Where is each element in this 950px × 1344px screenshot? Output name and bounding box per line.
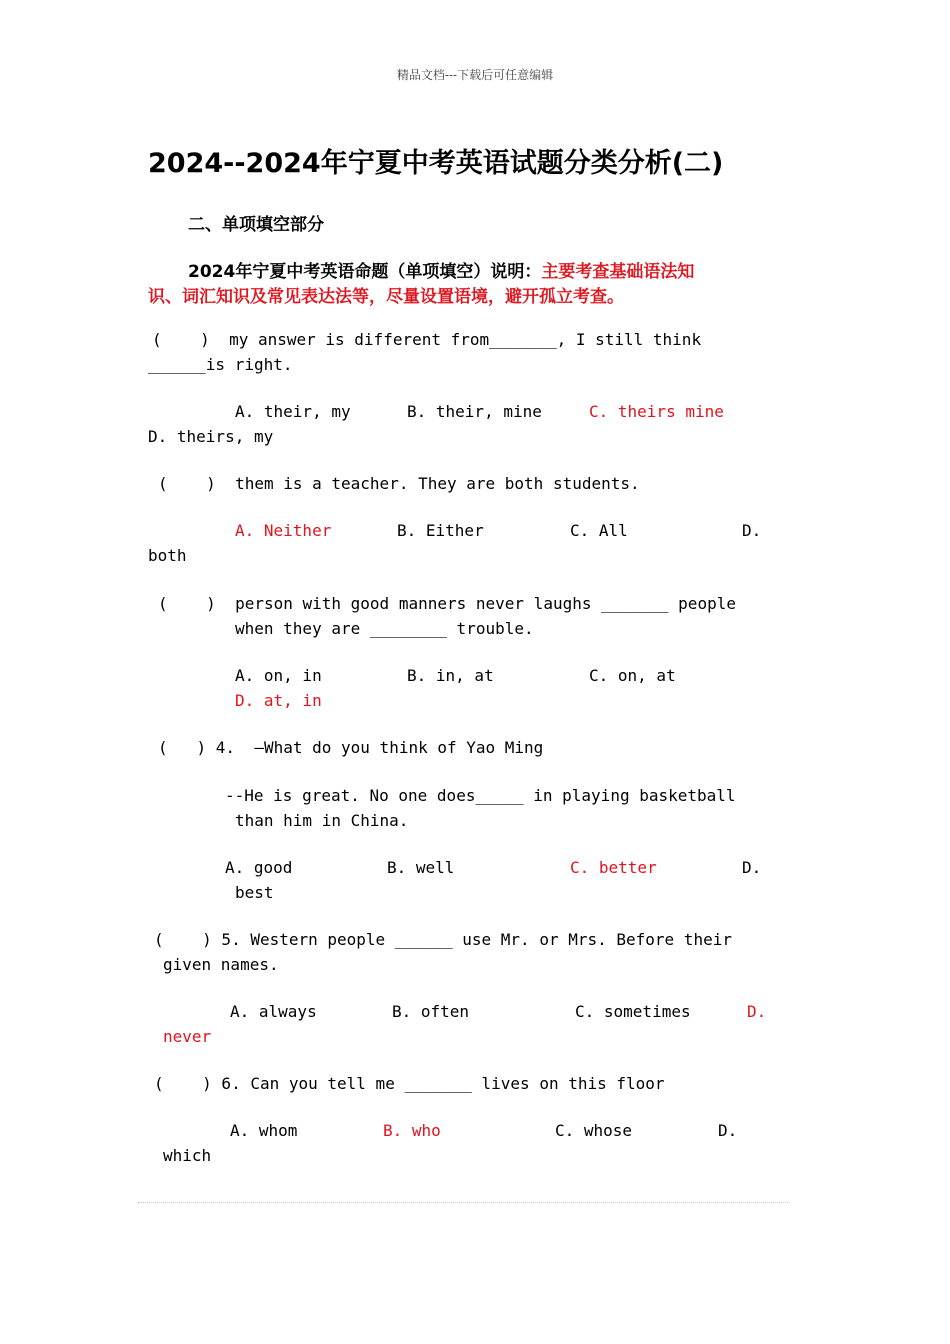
q3-option-a: A. on, in — [235, 666, 322, 685]
q6-option-d-text: which — [163, 1146, 212, 1165]
intro-lead: 2024年宁夏中考英语命题（单项填空）说明： — [188, 262, 542, 282]
q6-option-b: B. who — [383, 1121, 441, 1140]
intro-line-2: 识、词汇知识及常见表达法等，尽量设置语境，避开孤立考查。 — [148, 287, 624, 307]
q2-option-b: B. Either — [397, 521, 484, 540]
page-bottom-divider — [138, 1202, 788, 1203]
q5-option-a: A. always — [230, 1002, 317, 1021]
q3-stem-line-1: ( ) person with good manners never laughs _______ people — [158, 594, 736, 613]
q5-option-d-label: D. — [747, 1002, 767, 1021]
q1-option-c: C. theirs mine — [589, 402, 724, 421]
page-header: 精品文档---下载后可任意编辑 — [396, 68, 554, 82]
q2-option-d-label: D. — [742, 521, 762, 540]
q2-stem-line-1: ( ) them is a teacher. They are both students. — [158, 474, 640, 493]
q4-option-b: B. well — [387, 858, 455, 877]
q5-option-d-text: never — [163, 1027, 212, 1046]
q2-option-d-text: both — [148, 546, 187, 565]
q1-stem-line-2: ______is right. — [148, 355, 293, 374]
q3-option-c: C. on, at — [589, 666, 676, 685]
intro-line-1 — [188, 257, 694, 282]
q3-stem-line-2: when they are ________ trouble. — [235, 619, 534, 638]
q3-option-b: B. in, at — [407, 666, 494, 685]
section-heading: 二、单项填空部分 — [188, 215, 324, 235]
q1-option-a: A. their, my — [235, 402, 351, 421]
q4-option-a: A. good — [225, 858, 293, 877]
q2-option-c: C. All — [570, 521, 628, 540]
q6-option-d-label: D. — [718, 1121, 738, 1140]
q5-stem-line-1: ( ) 5. Western people ______ use Mr. or Mrs. Before their — [154, 930, 732, 949]
intro-highlight: 主要考查基础语法知 — [541, 262, 695, 282]
q4-stem-line-3: than him in China. — [235, 811, 409, 830]
q4-option-c: C. better — [570, 858, 657, 877]
q5-stem-line-2: given names. — [163, 955, 279, 974]
q5-option-b: B. often — [392, 1002, 470, 1021]
q4-option-d-text: best — [235, 883, 274, 902]
q3-option-d: D. at, in — [235, 691, 322, 710]
q4-stem-line-2: --He is great. No one does_____ in playing basketball — [225, 786, 736, 805]
q6-option-a: A. whom — [230, 1121, 298, 1140]
q4-option-d-label: D. — [742, 858, 762, 877]
q1-option-b: B. their, mine — [407, 402, 542, 421]
q4-stem-line-1: ( ) 4. –What do you think of Yao Ming — [158, 738, 544, 757]
document-title: 2024--2024年宁夏中考英语试题分类分析(二) — [148, 148, 724, 179]
q1-stem-line-1: ( ) my answer is different from_______, I still think — [152, 330, 702, 349]
q6-option-c: C. whose — [555, 1121, 633, 1140]
q1-option-d: D. theirs, my — [148, 427, 274, 446]
q5-option-c: C. sometimes — [575, 1002, 691, 1021]
q6-stem-line-1: ( ) 6. Can you tell me _______ lives on this floor — [154, 1074, 665, 1093]
q2-option-a: A. Neither — [235, 521, 332, 540]
